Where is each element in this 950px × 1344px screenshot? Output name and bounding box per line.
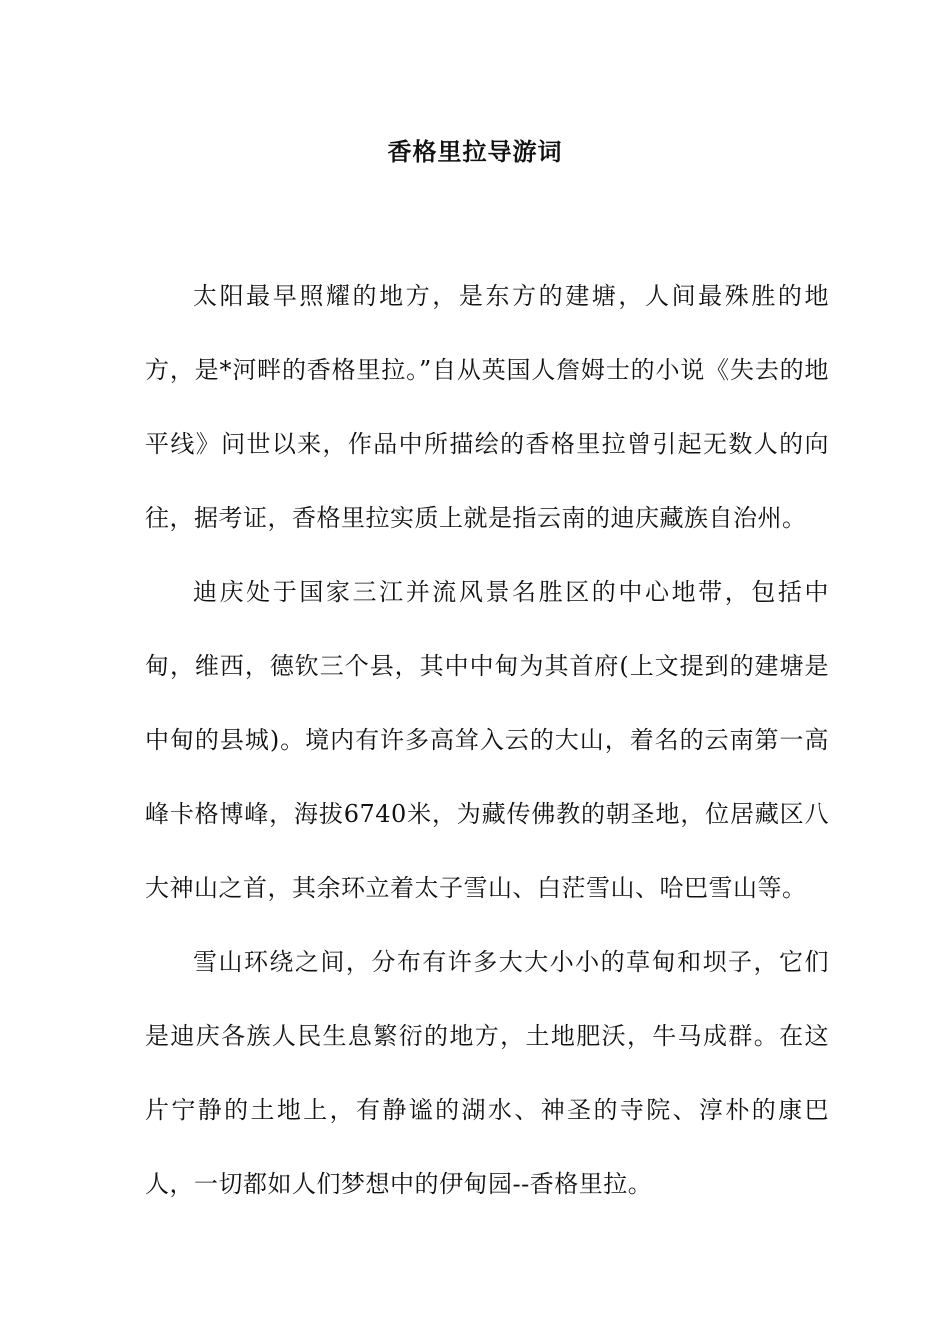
paragraph-2: 迪庆处于国家三江并流风景名胜区的中心地带，包括中甸，维西，德钦三个县，其中中甸为其首府(上文提到的建塘是中甸的县城)。境内有许多高耸入云的大山，着名的云南第一高峰卡格博峰，海拔6740米，为藏传佛教的朝圣地，位居藏区八大神山之首，其余环立着太子雪山、白茫雪山、哈巴雪山等。	[145, 578, 829, 902]
paragraph-3: 雪山环绕之间，分布有许多大大小小的草甸和坝子，它们是迪庆各族人民生息繁衍的地方，土地肥沃，牛马成群。在这片宁静的土地上，有静谧的湖水、神圣的寺院、淳朴的康巴人，一切都如人们梦想中的伊甸园--香格里拉。	[145, 948, 829, 1198]
paragraph-1: 太阳最早照耀的地方，是东方的建塘，人间最殊胜的地方，是*河畔的香格里拉。”自从英国人詹姆士的小说《失去的地平线》问世以来，作品中所描绘的香格里拉曾引起无数人的向往，据考证，香格里拉实质上就是指云南的迪庆藏族自治州。	[145, 282, 829, 532]
document-title: 香格里拉导游词	[387, 137, 563, 166]
document-body	[145, 259, 829, 1221]
